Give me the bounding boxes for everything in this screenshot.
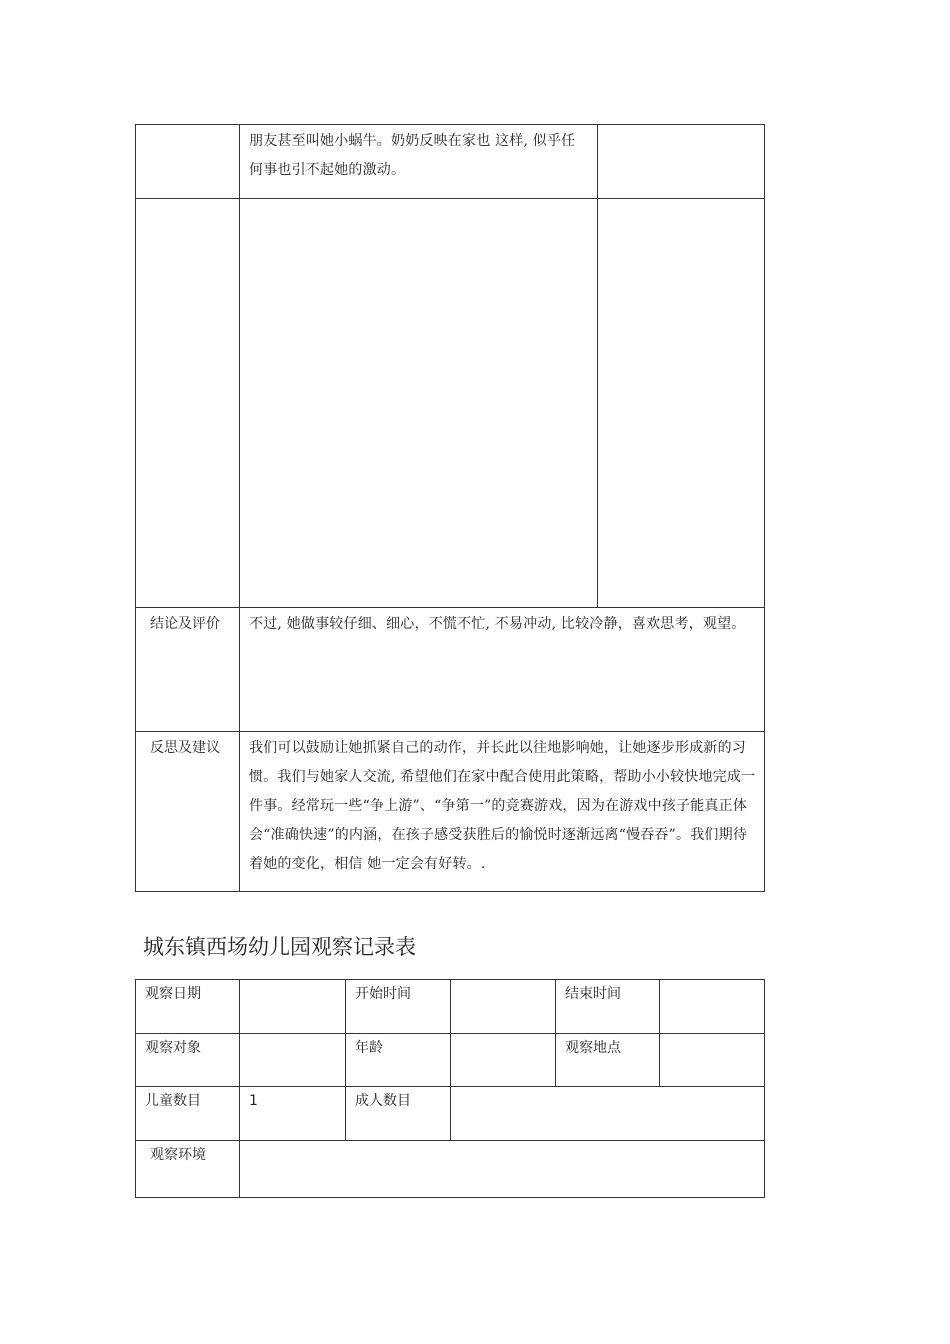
observation-text-cell bbox=[240, 125, 598, 199]
conclusion-text: 不过, 她做事较仔细、细心，不慌不忙, 不易冲动, 比较冷静，喜欢思考，观望。 bbox=[249, 616, 746, 632]
reflection-text: 我们可以鼓励让她抓紧自己的动作，并长此以往地影响她，让她逐步形成新的习惯。我们与她家人交流, 希望他们在家中配合使用此策略，帮助小小较快地完成一件事。经常玩一些“争上游”、“争第一”的竞赛游戏，因为在游戏中孩子能真正体会“准确快速”的内涵，在孩子感受获胜后的愉悦时逐渐远离“慢吞吞”。我们期待着她的变化，相信 她一定会有好转。. bbox=[249, 740, 756, 872]
child-count-field[interactable] bbox=[240, 1087, 346, 1141]
adult-count-label: 成人数目 bbox=[355, 1093, 411, 1109]
child-count-value: 1 bbox=[249, 1093, 258, 1109]
age-field[interactable] bbox=[451, 1034, 556, 1087]
conclusion-label: 结论及评价 bbox=[150, 616, 220, 632]
obs-env-label: 观察环境 bbox=[150, 1147, 206, 1163]
obs-date-field[interactable] bbox=[240, 980, 346, 1034]
adult-count-label-cell bbox=[346, 1087, 451, 1141]
obs-env-field[interactable] bbox=[240, 1141, 765, 1198]
age-label: 年龄 bbox=[355, 1040, 383, 1056]
observation-cell-empty bbox=[240, 199, 598, 608]
start-time-label: 开始时间 bbox=[355, 986, 411, 1002]
observation-record-table-continued bbox=[135, 124, 765, 892]
label-cell-empty bbox=[136, 199, 240, 608]
end-time-label-cell bbox=[556, 980, 660, 1034]
analysis-cell-empty bbox=[598, 199, 765, 608]
start-time-field[interactable] bbox=[451, 980, 556, 1034]
obs-subject-field[interactable] bbox=[240, 1034, 346, 1087]
child-count-label: 儿童数目 bbox=[145, 1093, 201, 1109]
observation-record-form bbox=[135, 979, 765, 1198]
start-time-label-cell bbox=[346, 980, 451, 1034]
form-title: 城东镇西场幼儿园观察记录表 bbox=[143, 935, 416, 959]
conclusion-label-cell bbox=[136, 608, 240, 732]
observation-text: 朋友甚至叫她小蜗牛。奶奶反映在家也 这样, 似乎任何事也引不起她的激动。 bbox=[249, 133, 576, 178]
obs-subject-label: 观察对象 bbox=[145, 1040, 201, 1056]
age-label-cell bbox=[346, 1034, 451, 1087]
analysis-cell-empty bbox=[598, 125, 765, 199]
label-cell-empty bbox=[136, 125, 240, 199]
end-time-label: 结束时间 bbox=[565, 986, 621, 1002]
obs-date-label-cell bbox=[136, 980, 240, 1034]
end-time-field[interactable] bbox=[660, 980, 765, 1034]
reflection-text-cell bbox=[240, 732, 765, 892]
obs-date-label: 观察日期 bbox=[145, 986, 201, 1002]
conclusion-text-cell bbox=[240, 608, 765, 732]
obs-location-field[interactable] bbox=[660, 1034, 765, 1087]
obs-env-label-cell bbox=[136, 1141, 240, 1198]
obs-location-label-cell bbox=[556, 1034, 660, 1087]
child-count-label-cell bbox=[136, 1087, 240, 1141]
adult-count-field[interactable] bbox=[451, 1087, 765, 1141]
obs-subject-label-cell bbox=[136, 1034, 240, 1087]
reflection-label: 反思及建议 bbox=[150, 740, 220, 756]
reflection-label-cell bbox=[136, 732, 240, 892]
obs-location-label: 观察地点 bbox=[565, 1040, 621, 1056]
